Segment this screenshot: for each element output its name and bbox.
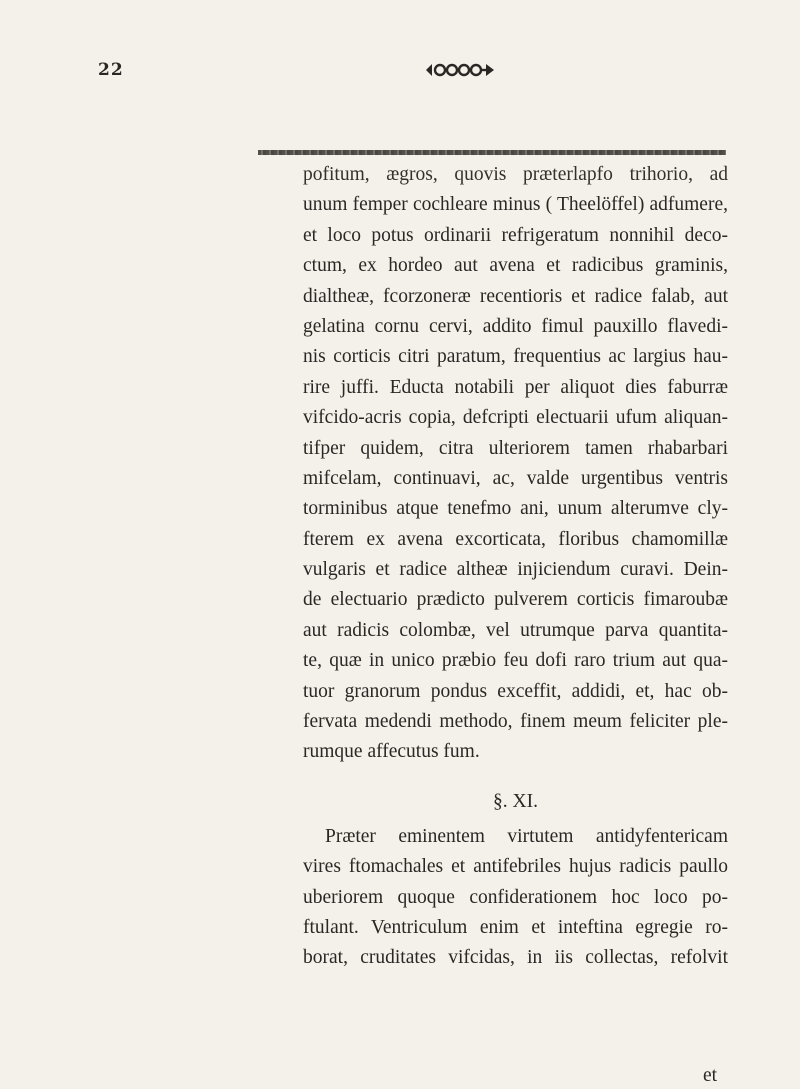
text-line: fervata medendi methodo, finem meum feliciter ple-	[303, 711, 728, 733]
text-line: rire juffi. Educta notabili per aliquot dies faburræ	[303, 376, 728, 398]
text-line: vifcido-acris copia, defcripti electuarii ufum aliquan-	[303, 407, 728, 429]
text-line: torminibus atque tenefmo ani, unum alterumve cly-	[303, 498, 728, 520]
text-line: aut radicis colombæ, vel utrumque parva quantita-	[303, 619, 728, 641]
text-line: te, quæ in unico præbio feu dofi raro trium aut qua-	[303, 650, 728, 672]
text-line-last: rumque affecutus fum.	[303, 741, 480, 763]
text-line: ctum, ex hordeo aut avena et radicibus graminis,	[303, 255, 728, 277]
text-line: et loco potus ordinarii refrigeratum nonnihil deco-	[303, 224, 728, 246]
text-line: borat, cruditates vifcidas, in iis collectas, refolvit	[303, 947, 728, 969]
page-number: 22	[98, 60, 124, 80]
text-line: mifcelam, continuavi, ac, valde urgentibus ventris	[303, 467, 728, 489]
section-heading: §. XI.	[493, 790, 538, 812]
text-line: uberiorem quoque confiderationem hoc loco po-	[303, 886, 728, 908]
text-line: pofitum, ægros, quovis præterlapfo trihorio, ad	[303, 164, 728, 185]
text-line: vires ftomachales et antifebriles hujus radicis paullo	[303, 856, 728, 878]
text-line: unum femper cochleare minus ( Theelöffel) adfumere,	[303, 194, 728, 216]
text-line: fterem ex avena excorticata, floribus chamomillæ	[303, 528, 728, 550]
text-line: Præter eminentem virtutem antidyfentericam	[325, 825, 728, 847]
text-line: ftulant. Ventriculum enim et inteftina egregie ro-	[303, 916, 728, 938]
catchword: et	[703, 1065, 718, 1086]
text-line: vulgaris et radice altheæ injiciendum curavi. Dein-	[303, 559, 728, 581]
body-text	[303, 160, 728, 974]
text-line: dialtheæ, fcorzoneræ recentioris et radice falab, aut	[303, 285, 728, 307]
text-line: gelatina cornu cervi, addito fimul pauxillo flavedi-	[303, 315, 728, 337]
printers-ornament-icon	[424, 58, 496, 82]
paragraph-two	[303, 822, 728, 974]
paragraph-one	[303, 160, 728, 768]
text-line: tifper quidem, citra ulteriorem tamen rhabarbari	[303, 437, 728, 459]
text-line: nis corticis citri paratum, frequentius ac largius hau-	[303, 346, 728, 368]
text-line: de electuario prædicto pulverem corticis fimaroubæ	[303, 589, 728, 611]
header-rule	[258, 150, 726, 155]
text-line: tuor granorum pondus exceffit, addidi, et, hac ob-	[303, 680, 728, 702]
